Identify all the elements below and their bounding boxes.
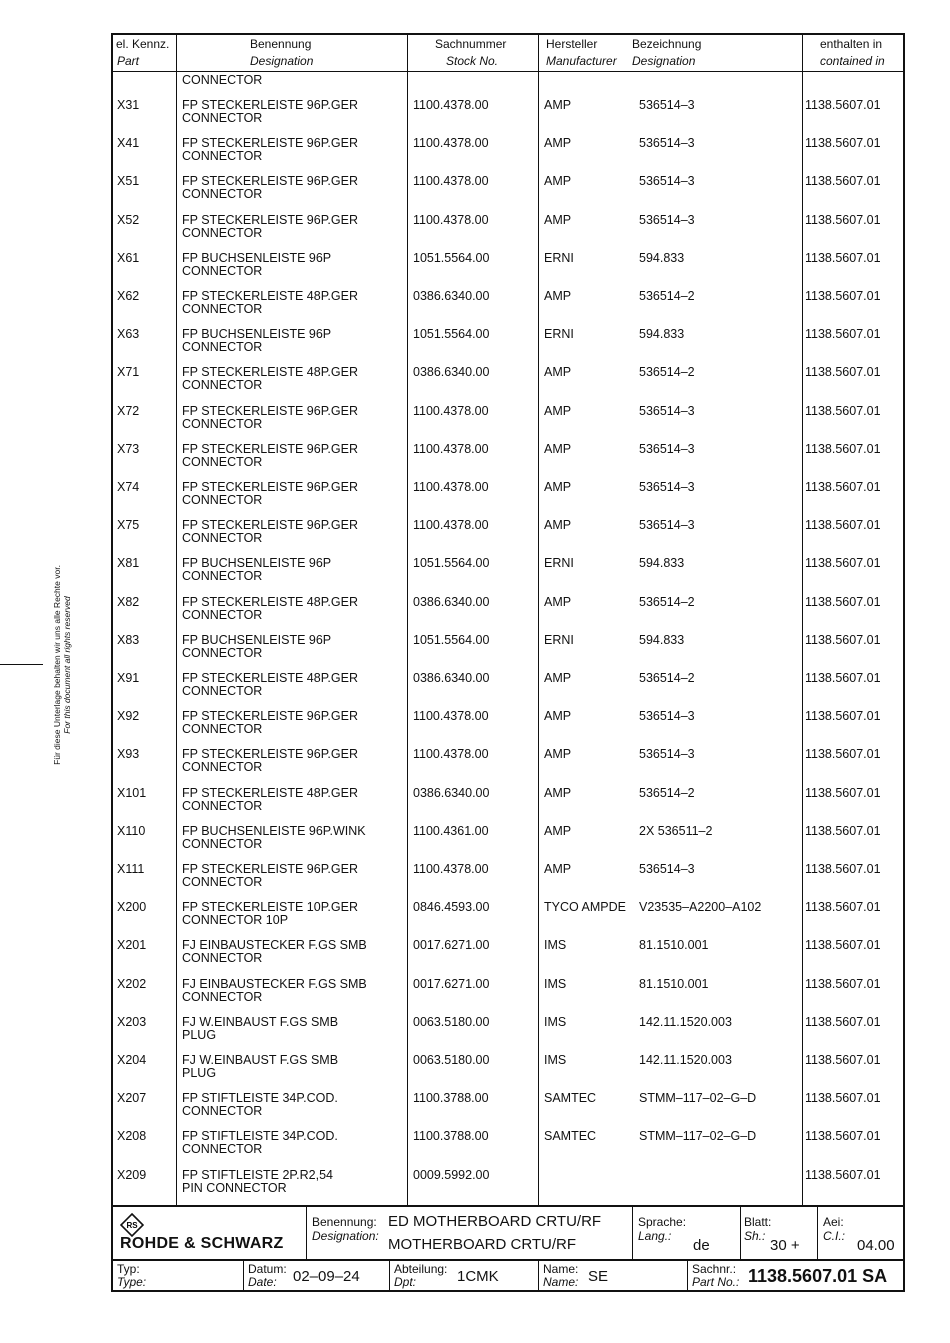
lang-value: de: [693, 1237, 710, 1254]
company-name: ROHDE & SCHWARZ: [120, 1235, 284, 1252]
part-ref: X110: [117, 823, 146, 838]
stock-number: 0386.6340.00: [413, 671, 490, 685]
part-ref: X74: [117, 480, 140, 494]
designation-line1: FP STECKERLEISTE 96P.GER: [182, 212, 358, 227]
stock-number: 0063.5180.00: [413, 1014, 490, 1029]
stock-number: 1051.5564.00: [413, 327, 490, 342]
manufacturer: ERNI: [544, 250, 574, 265]
stock-number: 1100.4378.00: [413, 403, 489, 418]
part-ref: X209: [117, 1167, 147, 1182]
designation-line1: FP STECKERLEISTE 48P.GER: [182, 671, 358, 685]
rights-notice-de: Für diese Unterlage behalten wir uns alle Rechte vor.: [52, 565, 62, 765]
abteilung-label: Abteilung:: [394, 1262, 448, 1276]
contained-in: 1138.5607.01: [805, 823, 881, 838]
manufacturer-designation: 81.1510.001: [639, 976, 709, 991]
header-part-en: Part: [117, 54, 140, 68]
manufacturer: AMP: [544, 862, 572, 876]
stock-number: 1100.4378.00: [413, 862, 489, 876]
manufacturer-designation: 142.11.1520.003: [639, 1014, 732, 1029]
partno-label: Part No.:: [692, 1275, 740, 1289]
dpt-label: Dpt:: [394, 1275, 417, 1289]
contained-in: 1138.5607.01: [805, 212, 881, 227]
contained-in: 1138.5607.01: [805, 900, 881, 915]
designation-line1: FP BUCHSENLEISTE 96P: [182, 327, 332, 342]
datum-label: Datum:: [248, 1262, 287, 1276]
manufacturer: SAMTEC: [544, 1091, 597, 1106]
designation-line1: FP STIFTLEISTE 34P.COD.: [182, 1129, 338, 1144]
name-label-en: Name:: [543, 1275, 579, 1289]
designation-line1: FP BUCHSENLEISTE 96P: [182, 250, 332, 265]
footer-divider: [687, 1260, 688, 1292]
designation-line1: FP STECKERLEISTE 10P.GER: [182, 900, 358, 915]
svg-text:RS: RS: [126, 1221, 138, 1230]
contained-in: 1138.5607.01: [805, 556, 881, 571]
contained-in: 1138.5607.01: [805, 441, 881, 456]
stock-number: 0386.6340.00: [413, 594, 490, 609]
designation-line2: CONNECTOR: [182, 684, 263, 698]
benennung-label: Benennung:: [312, 1215, 377, 1229]
header-stock-en: Stock No.: [446, 54, 499, 68]
manufacturer-designation: 536514–3: [639, 518, 695, 533]
footer-rule: [113, 1259, 903, 1261]
part-ref: X207: [117, 1091, 147, 1106]
sprache-label: Sprache:: [638, 1215, 687, 1229]
designation-line2: CONNECTOR: [182, 1104, 263, 1119]
contained-in: 1138.5607.01: [805, 480, 881, 494]
designation-line2: CONNECTOR: [182, 340, 263, 355]
stock-number: 1100.4378.00: [413, 136, 489, 151]
column-divider: [802, 35, 803, 1205]
stock-number: 1100.4361.00: [413, 823, 489, 838]
manufacturer: AMP: [544, 174, 572, 189]
manufacturer: AMP: [544, 823, 572, 838]
sachnr-label: Sachnr.:: [692, 1262, 737, 1276]
manufacturer-designation: STMM–117–02–G–D: [639, 1091, 757, 1106]
part-ref: X111: [117, 862, 145, 876]
designation-line2: CONNECTOR: [182, 493, 263, 507]
part-ref: X75: [117, 518, 140, 533]
manufacturer-designation: 536514–2: [639, 594, 695, 609]
part-ref: X201: [117, 938, 147, 953]
manufacturer: AMP: [544, 365, 572, 380]
benennung-value: ED MOTHERBOARD CRTU/RF: [388, 1213, 602, 1230]
contained-in: 1138.5607.01: [805, 403, 881, 418]
parts-list-sheet: [111, 33, 905, 1292]
manufacturer-designation: 536514–3: [639, 862, 695, 876]
designation-line2: CONNECTOR: [182, 416, 263, 431]
designation-line2: CONNECTOR: [182, 722, 263, 737]
part-ref: X203: [117, 1014, 147, 1029]
contained-in: 1138.5607.01: [805, 1129, 881, 1144]
fold-mark: [0, 664, 43, 665]
manufacturer: ERNI: [544, 556, 574, 571]
part-ref: X92: [117, 709, 140, 724]
contained-in: 1138.5607.01: [805, 1091, 881, 1106]
manufacturer-designation: 594.833: [639, 250, 685, 265]
stock-number: 1100.4378.00: [413, 480, 489, 494]
manufacturer-designation: V23535–A2200–A102: [639, 900, 762, 915]
part-ref: X52: [117, 212, 140, 227]
column-divider: [176, 35, 177, 1205]
rights-notice: [52, 565, 72, 765]
footer-divider: [389, 1260, 390, 1292]
manufacturer: AMP: [544, 136, 572, 151]
manufacturer-designation: 536514–3: [639, 747, 695, 762]
stock-number: 1100.3788.00: [413, 1091, 489, 1106]
contained-in: 1138.5607.01: [805, 785, 881, 800]
designation-line2: CONNECTOR: [182, 149, 263, 164]
manufacturer: AMP: [544, 289, 572, 303]
part-ref: X200: [117, 900, 147, 915]
part-ref: X202: [117, 976, 147, 991]
stock-number: 1100.3788.00: [413, 1129, 489, 1144]
part-ref: X91: [117, 671, 140, 685]
manufacturer-designation: 536514–2: [639, 289, 695, 303]
designation-line2: CONNECTOR: [182, 111, 263, 125]
manufacturer: AMP: [544, 403, 572, 418]
designation-value: MOTHERBOARD CRTU/RF: [388, 1236, 577, 1253]
designation-line2: CONNECTOR: [182, 875, 263, 889]
manufacturer-designation: 536514–3: [639, 212, 695, 227]
manufacturer-designation: 536514–3: [639, 480, 695, 494]
type-label: Type:: [117, 1275, 147, 1289]
manufacturer: IMS: [544, 938, 567, 953]
part-ref: X73: [117, 441, 140, 456]
contained-in: 1138.5607.01: [805, 174, 881, 189]
contained-in: 1138.5607.01: [805, 1053, 881, 1067]
continuation-text: CONNECTOR: [182, 73, 263, 87]
designation-line1: FP STECKERLEISTE 48P.GER: [182, 365, 358, 380]
manufacturer: IMS: [544, 976, 567, 991]
designation-line2: CONNECTOR: [182, 760, 263, 775]
manufacturer-designation: 81.1510.001: [639, 938, 709, 953]
manufacturer: AMP: [544, 709, 572, 724]
contained-in: 1138.5607.01: [805, 98, 881, 112]
contained-in: 1138.5607.01: [805, 250, 881, 265]
stock-number: 0017.6271.00: [413, 976, 490, 991]
contained-in: 1138.5607.01: [805, 1014, 881, 1029]
header-mfr-designation-en: Designation: [632, 54, 696, 68]
footer-divider: [740, 1205, 741, 1260]
name-label-de: Name:: [543, 1262, 579, 1276]
rights-notice-en: For this document all rights reserved: [62, 596, 72, 734]
designation-line2: PLUG: [182, 1027, 217, 1042]
designation-line2: CONNECTOR: [182, 187, 263, 202]
manufacturer-designation: 536514–3: [639, 174, 695, 189]
header-contained-en: contained in: [820, 54, 885, 68]
manufacturer: AMP: [544, 212, 572, 227]
contained-in: 1138.5607.01: [805, 518, 881, 533]
contained-in: 1138.5607.01: [805, 1167, 881, 1182]
designation-line1: FP STECKERLEISTE 96P.GER: [182, 518, 358, 533]
designation-line1: FJ EINBAUSTECKER F.GS SMB: [182, 976, 367, 991]
manufacturer: AMP: [544, 747, 572, 762]
contained-in: 1138.5607.01: [805, 938, 881, 953]
contained-in: 1138.5607.01: [805, 862, 881, 876]
designation-line2: PLUG: [182, 1066, 217, 1080]
stock-number: 0846.4593.00: [413, 900, 490, 915]
designation-line1: FJ EINBAUSTECKER F.GS SMB: [182, 938, 367, 953]
designation-line2: CONNECTOR: [182, 454, 263, 469]
contained-in: 1138.5607.01: [805, 594, 881, 609]
rs-emblem-icon: [120, 1213, 144, 1237]
manufacturer-designation: 536514–2: [639, 671, 695, 685]
manufacturer-designation: 536514–3: [639, 136, 695, 151]
part-ref: X82: [117, 594, 140, 609]
part-ref: X72: [117, 403, 140, 418]
footer-divider: [306, 1205, 307, 1260]
designation-line2: CONNECTOR: [182, 836, 263, 851]
contained-in: 1138.5607.01: [805, 671, 881, 685]
manufacturer-designation: 536514–2: [639, 365, 695, 380]
manufacturer: AMP: [544, 480, 572, 494]
stock-number: 0386.6340.00: [413, 289, 490, 303]
part-ref: X41: [117, 136, 140, 151]
blatt-label: Blatt:: [744, 1215, 772, 1229]
contained-in: 1138.5607.01: [805, 365, 881, 380]
designation-line1: FP BUCHSENLEISTE 96P: [182, 556, 332, 571]
header-contained-de: enthalten in: [820, 37, 883, 51]
footer-divider: [538, 1260, 539, 1292]
part-ref: X63: [117, 327, 140, 342]
contained-in: 1138.5607.01: [805, 632, 881, 647]
typ-label: Typ:: [117, 1262, 140, 1276]
part-ref: X81: [117, 556, 140, 571]
designation-line2: CONNECTOR: [182, 531, 263, 546]
manufacturer-designation: 142.11.1520.003: [639, 1053, 732, 1067]
designation-line2: CONNECTOR: [182, 607, 263, 622]
manufacturer: ERNI: [544, 327, 574, 342]
designation-line1: FP STECKERLEISTE 96P.GER: [182, 403, 358, 418]
designation-line1: FP STECKERLEISTE 48P.GER: [182, 594, 358, 609]
header-mfr-designation-de: Bezeichnung: [632, 37, 702, 51]
part-ref: X62: [117, 289, 140, 303]
header-manufacturer-de: Hersteller: [546, 37, 598, 51]
designation-line2: CONNECTOR: [182, 1142, 263, 1157]
stock-number: 1100.4378.00: [413, 174, 489, 189]
manufacturer-designation: 536514–2: [639, 785, 695, 800]
contained-in: 1138.5607.01: [805, 136, 881, 151]
designation-line1: FP STECKERLEISTE 96P.GER: [182, 480, 358, 494]
designation-line1: FJ W.EINBAUST F.GS SMB: [182, 1014, 339, 1029]
footer-divider: [632, 1205, 633, 1260]
header-designation-de: Benennung: [250, 37, 312, 51]
stock-number: 0063.5180.00: [413, 1053, 490, 1067]
manufacturer: AMP: [544, 671, 572, 685]
designation-line1: FP STECKERLEISTE 96P.GER: [182, 98, 358, 112]
date-value: 02–09–24: [293, 1268, 360, 1285]
contained-in: 1138.5607.01: [805, 327, 881, 342]
manufacturer: AMP: [544, 98, 572, 112]
part-ref: X83: [117, 632, 140, 647]
designation-line2: CONNECTOR: [182, 798, 263, 813]
designation-line1: FP BUCHSENLEISTE 96P.WINK: [182, 823, 366, 838]
designation-line1: FP STECKERLEISTE 48P.GER: [182, 289, 358, 303]
designation-line1: FP STECKERLEISTE 96P.GER: [182, 709, 358, 724]
manufacturer: IMS: [544, 1014, 567, 1029]
part-ref: X93: [117, 747, 140, 762]
designation-line1: FP STECKERLEISTE 96P.GER: [182, 441, 358, 456]
manufacturer-designation: 536514–3: [639, 441, 695, 456]
stock-number: 1100.4378.00: [413, 98, 489, 112]
stock-number: 1100.4378.00: [413, 709, 489, 724]
manufacturer-designation: STMM–117–02–G–D: [639, 1129, 757, 1144]
date-label: Date:: [248, 1275, 277, 1289]
designation-label: Designation:: [312, 1229, 379, 1243]
manufacturer-designation: 536514–3: [639, 98, 695, 112]
column-divider: [407, 35, 408, 1205]
designation-line1: FP STIFTLEISTE 2P.R2,54: [182, 1167, 333, 1182]
designation-line2: CONNECTOR 10P: [182, 913, 289, 928]
part-ref: X101: [117, 785, 147, 800]
manufacturer: AMP: [544, 594, 572, 609]
manufacturer-designation: 536514–3: [639, 403, 695, 418]
designation-line2: CONNECTOR: [182, 569, 263, 584]
manufacturer-designation: 2X 536511–2: [639, 823, 713, 838]
footer-divider: [817, 1205, 818, 1260]
stock-number: 1051.5564.00: [413, 556, 490, 571]
designation-line2: CONNECTOR: [182, 225, 263, 240]
stock-number: 1051.5564.00: [413, 632, 490, 647]
designation-line2: CONNECTOR: [182, 989, 263, 1004]
name-value: SE: [588, 1268, 609, 1285]
column-divider: [538, 35, 539, 1205]
designation-line2: PIN CONNECTOR: [182, 1180, 287, 1195]
stock-number: 1100.4378.00: [413, 518, 489, 533]
manufacturer: AMP: [544, 785, 572, 800]
part-ref: X208: [117, 1129, 147, 1144]
part-ref: X51: [117, 174, 140, 189]
ci-label: C.I.:: [823, 1229, 846, 1243]
sheet-value: 30 +: [770, 1237, 800, 1254]
designation-line2: CONNECTOR: [182, 951, 263, 966]
part-ref: X61: [117, 250, 140, 265]
header-rule: [113, 71, 903, 72]
designation-line2: CONNECTOR: [182, 645, 263, 660]
manufacturer: AMP: [544, 518, 572, 533]
header-part-de: el. Kennz.: [116, 37, 170, 51]
designation-line1: FP STECKERLEISTE 48P.GER: [182, 785, 358, 800]
designation-line2: CONNECTOR: [182, 378, 263, 393]
designation-line1: FP STECKERLEISTE 96P.GER: [182, 862, 358, 876]
manufacturer-designation: 594.833: [639, 327, 685, 342]
designation-line1: FJ W.EINBAUST F.GS SMB: [182, 1053, 339, 1067]
stock-number: 0386.6340.00: [413, 365, 490, 380]
designation-line1: FP STECKERLEISTE 96P.GER: [182, 174, 358, 189]
stock-number: 1051.5564.00: [413, 250, 490, 265]
contained-in: 1138.5607.01: [805, 747, 881, 762]
designation-line2: CONNECTOR: [182, 263, 263, 278]
dpt-value: 1CMK: [457, 1268, 499, 1285]
manufacturer-designation: 536514–3: [639, 709, 695, 724]
manufacturer: IMS: [544, 1053, 567, 1067]
footer-divider: [243, 1260, 244, 1292]
part-ref: X31: [117, 98, 140, 112]
designation-line2: CONNECTOR: [182, 302, 263, 316]
stock-number: 0386.6340.00: [413, 785, 490, 800]
footer-rule: [113, 1205, 903, 1207]
designation-line1: FP BUCHSENLEISTE 96P: [182, 632, 332, 647]
manufacturer: AMP: [544, 441, 572, 456]
stock-number: 1100.4378.00: [413, 747, 489, 762]
stock-number: 1100.4378.00: [413, 441, 489, 456]
partno-value: 1138.5607.01 SA: [748, 1266, 888, 1286]
ci-value: 04.00: [857, 1237, 895, 1254]
aei-label: Aei:: [823, 1215, 844, 1229]
sh-label: Sh.:: [744, 1229, 766, 1243]
designation-line1: FP STECKERLEISTE 96P.GER: [182, 136, 358, 151]
manufacturer: TYCO AMPDE: [544, 900, 626, 915]
designation-line1: FP STECKERLEISTE 96P.GER: [182, 747, 358, 762]
part-ref: X204: [117, 1053, 147, 1067]
designation-line1: FP STIFTLEISTE 34P.COD.: [182, 1091, 338, 1106]
manufacturer: ERNI: [544, 632, 574, 647]
contained-in: 1138.5607.01: [805, 289, 881, 303]
manufacturer-designation: 594.833: [639, 632, 685, 647]
part-ref: X71: [117, 365, 140, 380]
stock-number: 0009.5992.00: [413, 1167, 490, 1182]
header-stock-de: Sachnummer: [435, 37, 507, 51]
contained-in: 1138.5607.01: [805, 976, 881, 991]
stock-number: 0017.6271.00: [413, 938, 490, 953]
stock-number: 1100.4378.00: [413, 212, 489, 227]
contained-in: 1138.5607.01: [805, 709, 881, 724]
manufacturer: SAMTEC: [544, 1129, 597, 1144]
lang-label: Lang.:: [638, 1229, 672, 1243]
manufacturer-designation: 594.833: [639, 556, 685, 571]
header-designation-en: Designation: [250, 54, 314, 68]
header-manufacturer-en: Manufacturer: [546, 54, 617, 68]
